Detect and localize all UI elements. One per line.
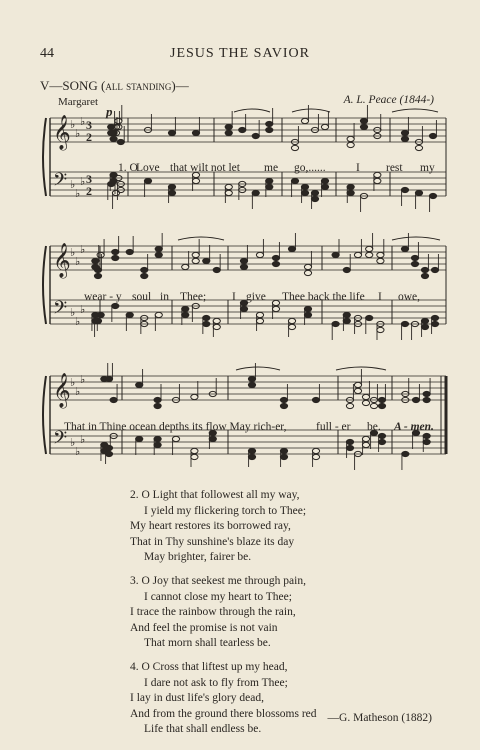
lyric-syllable: me — [264, 162, 279, 174]
stanza-line: I dare not ask to fly from Thee; — [144, 676, 288, 689]
key-flat: ♭ — [75, 315, 81, 328]
note-head — [182, 306, 189, 311]
note-head — [288, 246, 295, 251]
note-head — [321, 178, 328, 183]
note-head — [301, 118, 308, 123]
note-head — [415, 145, 422, 150]
note-head — [378, 433, 385, 438]
note-head — [272, 300, 279, 305]
note-head — [192, 178, 199, 183]
note-head — [429, 193, 436, 198]
note-head — [136, 382, 143, 387]
note-head — [240, 258, 247, 263]
lyric-syllable: I — [232, 291, 236, 303]
note-head — [362, 442, 369, 447]
note-head — [423, 391, 430, 396]
stanza-line: May brighter, fairer be. — [144, 551, 252, 564]
note-head — [411, 261, 418, 266]
lyric-syllable: I — [356, 162, 360, 174]
note-head — [110, 397, 117, 402]
slur — [292, 109, 330, 112]
key-flat: ♭ — [80, 433, 86, 446]
note-head — [374, 172, 381, 177]
lyric-syllable: I — [378, 291, 382, 303]
note-head — [347, 136, 354, 141]
note-head — [141, 273, 148, 278]
note-head — [370, 403, 377, 408]
note-head — [401, 246, 408, 251]
note-head — [301, 190, 308, 195]
key-flat: ♭ — [75, 127, 81, 140]
note-head — [272, 306, 279, 311]
page-number: 44 — [40, 46, 54, 61]
note-head — [191, 394, 198, 399]
note-head — [431, 321, 438, 326]
note-head — [213, 324, 220, 329]
note-head — [343, 267, 350, 272]
note-head — [172, 436, 179, 441]
note-head — [429, 133, 436, 138]
stanza-2 — [130, 488, 450, 566]
note-head — [256, 252, 263, 257]
key-flat: ♭ — [70, 178, 76, 191]
note-head — [312, 448, 319, 453]
stanza-line: 4. O Cross that liftest up my head, — [130, 660, 288, 673]
note-head — [203, 315, 210, 320]
note-head — [291, 178, 298, 183]
stanza-3 — [130, 574, 450, 652]
key-flat: ♭ — [75, 187, 81, 200]
bass-clef: 𝄢 — [53, 170, 68, 195]
note-head — [192, 258, 199, 263]
note-head — [346, 439, 353, 444]
stanza-line: I yield my flickering torch to Thee; — [144, 504, 307, 517]
note-head — [423, 439, 430, 444]
treble-clef: 𝄞 — [53, 115, 71, 150]
lyric-syllable: soul — [132, 291, 152, 303]
note-head — [415, 190, 422, 195]
note-head — [374, 178, 381, 183]
note-head — [192, 252, 199, 257]
note-head — [362, 400, 369, 405]
note-head — [182, 264, 189, 269]
stanza-line: And feel the promise is not vain — [130, 621, 278, 634]
note-head — [343, 312, 350, 317]
amen-label: A - men. — [394, 421, 434, 433]
lyric-syllable: in — [160, 291, 169, 303]
key-flat: ♭ — [80, 115, 86, 128]
note-head — [105, 445, 112, 450]
note-head — [377, 252, 384, 257]
lyric-syllable: Thee; — [180, 291, 207, 303]
lyric-syllable: my — [420, 162, 435, 174]
key-flat: ♭ — [75, 255, 81, 268]
note-head — [301, 184, 308, 189]
note-head — [168, 130, 175, 135]
note-head — [155, 312, 162, 317]
bass-clef: 𝄢 — [53, 428, 68, 453]
note-head — [280, 454, 287, 459]
note-head — [168, 190, 175, 195]
note-head — [377, 327, 384, 332]
stanza-4 — [130, 660, 450, 738]
note-head — [304, 306, 311, 311]
dynamic-marking: p — [106, 104, 113, 119]
lyric-syllable: That in Thine ocean depths its flow May rich-er, — [64, 421, 287, 433]
note-head — [401, 130, 408, 135]
composer-credit: A. L. Peace (1844-) — [343, 94, 434, 106]
note-head — [92, 318, 99, 323]
key-flat: ♭ — [80, 175, 86, 188]
lyric-syllable: be. — [367, 421, 381, 433]
note-head — [248, 382, 255, 387]
note-head — [115, 118, 122, 123]
note-head — [360, 124, 367, 129]
note-head — [347, 184, 354, 189]
lyric-syllable: that wilt not let — [170, 162, 240, 174]
note-head — [203, 321, 210, 326]
stanza-line: And from the ground there blossoms red — [130, 707, 317, 720]
note-head — [155, 246, 162, 251]
note-head — [92, 258, 99, 263]
note-head — [304, 270, 311, 275]
note-head — [266, 178, 273, 183]
note-head — [110, 136, 117, 141]
note-head — [347, 142, 354, 147]
stanza-line: 2. O Light that followest all my way, — [130, 489, 300, 501]
stanza-block — [130, 488, 450, 746]
note-head — [97, 252, 104, 257]
note-head — [225, 184, 232, 189]
note-head — [248, 376, 255, 381]
note-head — [421, 273, 428, 278]
stanza-line: I lay in dust life's glory dead, — [130, 692, 264, 705]
note-head — [321, 124, 328, 129]
note-head — [366, 252, 373, 257]
treble-clef: 𝄞 — [53, 373, 71, 408]
stanza-line: That in Thy sunshine's blaze its day — [130, 535, 295, 548]
note-head — [92, 312, 99, 317]
lyric-syllable: owe, — [398, 291, 421, 303]
note-head — [126, 249, 133, 254]
note-head — [266, 127, 273, 132]
note-head — [280, 403, 287, 408]
slur — [234, 109, 270, 112]
note-head — [252, 190, 259, 195]
note-head — [112, 255, 119, 260]
stanza-line: My heart restores its borrowed ray, — [130, 520, 291, 533]
brace — [43, 376, 46, 454]
brace — [43, 246, 46, 324]
key-flat: ♭ — [75, 445, 81, 458]
note-head — [411, 255, 418, 260]
key-flat: ♭ — [80, 303, 86, 316]
key-flat: ♭ — [70, 118, 76, 131]
stanza-line: I cannot close my heart to Thee; — [144, 590, 292, 603]
lyric-syllable: give — [246, 291, 266, 303]
brace — [43, 118, 46, 196]
note-head — [421, 267, 428, 272]
lyric-syllable: full - er — [316, 421, 351, 433]
note-head — [354, 252, 361, 257]
note-head — [291, 145, 298, 150]
note-head — [362, 394, 369, 399]
lyric-syllable: rest — [386, 162, 403, 174]
note-head — [304, 264, 311, 269]
note-head — [191, 448, 198, 453]
note-head — [378, 403, 385, 408]
note-head — [272, 261, 279, 266]
note-head — [225, 190, 232, 195]
section-note: (all standing)— — [101, 78, 189, 93]
note-head — [431, 267, 438, 272]
note-head — [126, 312, 133, 317]
note-head — [366, 246, 373, 251]
note-head — [321, 184, 328, 189]
note-head — [239, 127, 246, 132]
note-head — [431, 315, 438, 320]
bass-clef: 𝄢 — [53, 298, 68, 323]
note-head — [203, 258, 210, 263]
note-head — [94, 273, 101, 278]
note-head — [141, 267, 148, 272]
note-head — [112, 249, 119, 254]
note-head — [209, 436, 216, 441]
note-head — [154, 397, 161, 402]
note-head — [117, 139, 124, 144]
stanza-line: 3. O Joy that seekest me through pain, — [130, 574, 306, 587]
lyric-syllable: Love — [136, 162, 160, 174]
note-head — [110, 172, 117, 177]
note-head — [366, 315, 373, 320]
note-head — [213, 267, 220, 272]
key-flat: ♭ — [75, 385, 81, 398]
note-head — [144, 178, 151, 183]
note-head — [154, 403, 161, 408]
note-head — [423, 397, 430, 402]
note-head — [346, 445, 353, 450]
note-head — [362, 436, 369, 441]
note-head — [412, 397, 419, 402]
note-head — [240, 306, 247, 311]
slur — [236, 367, 280, 370]
note-head — [248, 448, 255, 453]
note-head — [402, 451, 409, 456]
note-head — [252, 133, 259, 138]
note-head — [378, 439, 385, 444]
slur — [392, 109, 438, 112]
running-title: JESUS THE SAVIOR — [170, 46, 310, 61]
note-head — [266, 184, 273, 189]
note-head — [256, 312, 263, 317]
note-head — [280, 397, 287, 402]
note-head — [92, 264, 99, 269]
note-head — [354, 388, 361, 393]
time-signature: 2 — [86, 130, 92, 144]
lyric-syllable: wear - y — [84, 291, 122, 303]
stanza-line: I trace the rainbow through the rain, — [130, 606, 296, 619]
key-flat: ♭ — [70, 436, 76, 449]
time-signature: 3 — [86, 172, 92, 186]
key-flat: ♭ — [70, 246, 76, 259]
note-head — [154, 436, 161, 441]
time-signature: 2 — [86, 184, 92, 198]
note-head — [105, 376, 112, 381]
note-head — [360, 118, 367, 123]
note-head — [423, 433, 430, 438]
lyric-syllable: go,...... — [294, 162, 326, 174]
slur — [392, 237, 440, 240]
note-head — [346, 403, 353, 408]
note-head — [312, 397, 319, 402]
stanza-line: That morn shall tearless be. — [144, 637, 271, 650]
note-head — [312, 454, 319, 459]
key-flat: ♭ — [80, 243, 86, 256]
note-head — [378, 397, 385, 402]
note-head — [272, 255, 279, 260]
note-head — [213, 318, 220, 323]
lyric-syllable: Thee back the life — [282, 291, 365, 303]
note-head — [154, 442, 161, 447]
treble-clef: 𝄞 — [53, 243, 71, 278]
note-head — [401, 321, 408, 326]
note-head — [225, 130, 232, 135]
note-head — [110, 178, 117, 183]
note-head — [354, 382, 361, 387]
note-head — [191, 454, 198, 459]
note-head — [240, 264, 247, 269]
note-head — [182, 312, 189, 317]
key-flat: ♭ — [70, 306, 76, 319]
note-head — [266, 121, 273, 126]
note-head — [421, 318, 428, 323]
note-head — [377, 258, 384, 263]
note-head — [280, 448, 287, 453]
note-head — [136, 436, 143, 441]
key-flat: ♭ — [70, 376, 76, 389]
note-head — [192, 130, 199, 135]
section-label: V—SONG — [40, 78, 98, 93]
slur — [178, 237, 224, 240]
note-head — [332, 252, 339, 257]
note-head — [421, 324, 428, 329]
note-head — [332, 321, 339, 326]
note-head — [256, 318, 263, 323]
note-head — [401, 187, 408, 192]
note-head — [343, 318, 350, 323]
note-head — [105, 451, 112, 456]
tune-name: Margaret — [58, 96, 99, 108]
note-head — [112, 303, 119, 308]
note-head — [288, 324, 295, 329]
note-head — [304, 312, 311, 317]
note-head — [225, 124, 232, 129]
note-head — [248, 454, 255, 459]
note-head — [112, 190, 119, 195]
stanza-line: Life that shall endless be. — [144, 723, 262, 736]
note-head — [168, 184, 175, 189]
note-head — [347, 190, 354, 195]
note-head — [155, 252, 162, 257]
note-head — [288, 318, 295, 323]
key-flat: ♭ — [80, 373, 86, 386]
note-head — [311, 190, 318, 195]
note-head — [401, 136, 408, 141]
note-head — [311, 196, 318, 201]
time-signature: 3 — [86, 118, 92, 132]
lyric-syllable: 1. O — [118, 162, 138, 174]
author-attribution: —G. Matheson (1882) — [327, 712, 432, 724]
